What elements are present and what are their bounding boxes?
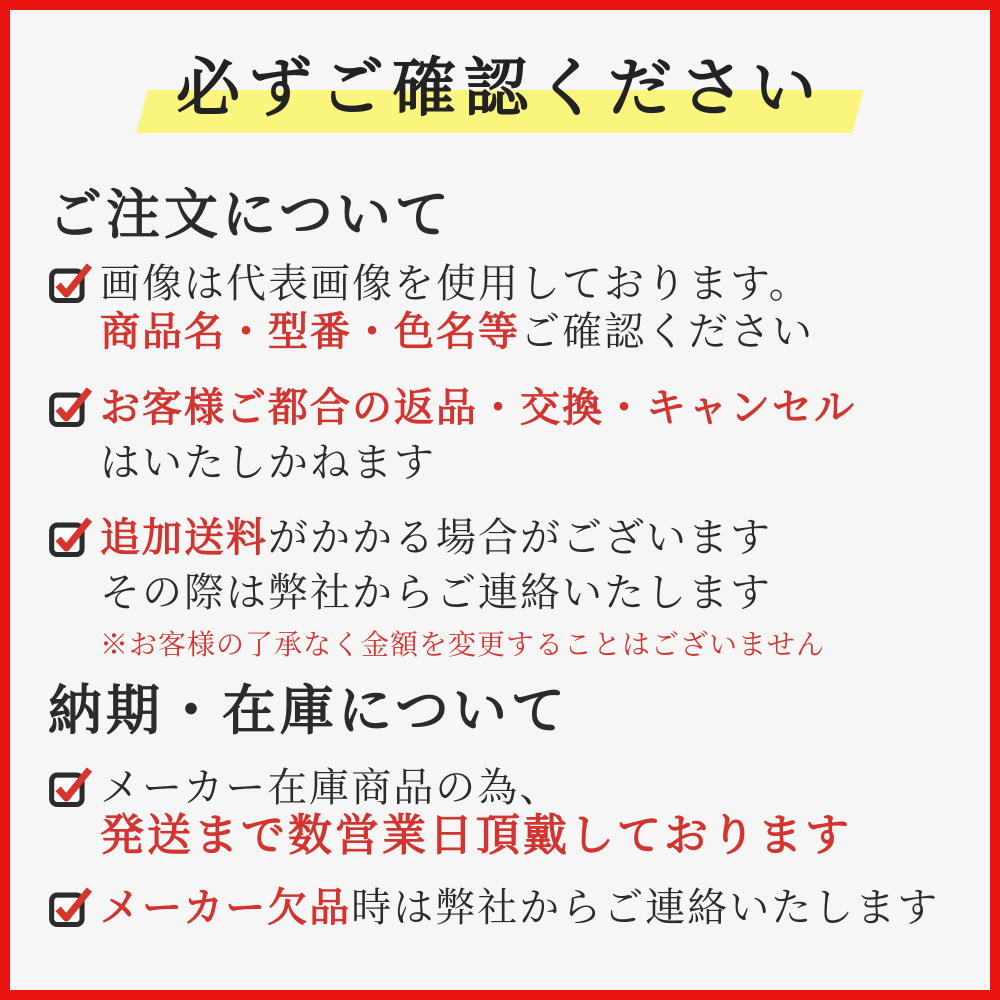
text-run-red: お客様ご都合の返品・交換・キャンセル — [100, 385, 856, 430]
item-line — [100, 384, 856, 432]
text-run: その際は弊社からご連絡いたします — [100, 570, 772, 615]
text-run: はいたしかねます — [100, 440, 436, 485]
text-run-red: メーカー欠品 — [100, 885, 352, 930]
section-heading-delivery: 納期・在庫について — [48, 681, 569, 741]
checkbox-checked-icon — [48, 260, 94, 306]
checklist-item-no-returns — [48, 384, 856, 487]
checklist-item-maker-stock — [48, 764, 852, 860]
text-run-red: 追加送料 — [100, 515, 268, 560]
section-heading-order: ご注文について — [48, 185, 453, 245]
text-run: ご確認ください — [520, 309, 814, 354]
checkbox-checked-icon — [48, 514, 94, 560]
item-line — [100, 260, 814, 308]
item-line — [100, 569, 825, 617]
text-run: メーカー在庫商品の為、 — [100, 765, 562, 810]
text-run-red: 発送まで数営業日頂戴しております — [100, 811, 852, 860]
item-line — [100, 764, 852, 812]
text-run: 画像は代表画像を使用しております。 — [100, 261, 811, 306]
text-run: 時は弊社からご連絡いたします — [351, 885, 940, 930]
page-title: 必ずご確認ください — [176, 53, 824, 124]
text-run: がかかる場合がございます — [268, 515, 772, 560]
text-run-red: 商品名・型番・色名等 — [100, 309, 520, 354]
title-block — [0, 42, 1000, 142]
item-footnote: ※お客様の了承なく金額を変更することはございません — [100, 630, 826, 661]
checkbox-checked-icon — [48, 884, 94, 930]
checklist-item-extra-shipping — [48, 514, 825, 663]
item-line — [100, 308, 814, 356]
checklist-item-representative-image — [48, 260, 814, 356]
item-line — [100, 812, 852, 860]
item-line — [100, 439, 856, 487]
checklist-item-maker-shortage — [48, 884, 939, 932]
checkbox-checked-icon — [48, 384, 94, 430]
item-line — [100, 884, 939, 932]
checkbox-checked-icon — [48, 764, 94, 810]
item-line — [100, 514, 825, 562]
